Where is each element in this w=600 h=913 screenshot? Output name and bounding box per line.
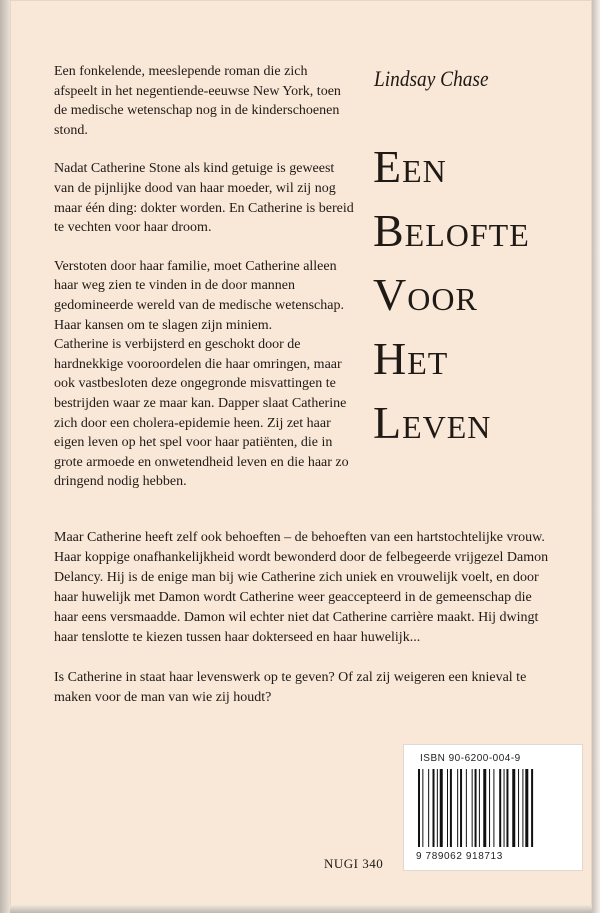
barcode-bar bbox=[489, 769, 490, 847]
barcode-bar bbox=[531, 769, 533, 847]
title-line: Het bbox=[373, 333, 449, 384]
barcode-bar bbox=[450, 769, 452, 847]
blurb-narrow-column bbox=[54, 62, 354, 511]
barcode-bar bbox=[418, 769, 420, 847]
barcode-bar bbox=[428, 769, 429, 847]
barcode-bar bbox=[506, 769, 508, 847]
barcode-bar bbox=[472, 769, 473, 847]
barcode-bar bbox=[483, 769, 486, 847]
barcode-bar bbox=[518, 769, 519, 847]
title-line: Voor bbox=[373, 269, 478, 320]
page-edge-right bbox=[592, 0, 600, 913]
barcode-bar bbox=[493, 769, 494, 847]
title-line: Belofte bbox=[373, 205, 530, 256]
book-title bbox=[373, 135, 530, 455]
barcode-bar bbox=[504, 769, 505, 847]
barcode-bar bbox=[437, 769, 438, 847]
barcode-bar bbox=[422, 769, 423, 847]
title-line: Een bbox=[373, 141, 447, 192]
barcode-bar bbox=[457, 769, 458, 847]
ean-number: 9 789062 918713 bbox=[416, 851, 503, 862]
blurb-paragraph: Is Catherine in staat haar levenswerk op te geven? Of zal zij weigeren een knieval te maken voor de man van wie zij houdt? bbox=[54, 670, 527, 705]
page-edge-bottom bbox=[10, 905, 592, 913]
blurb-paragraph: Verstoten door haar familie, moet Catherine alleen haar weg zien te vinden in de door mannen gedomineerde wereld van de medische wetenschap. Haar kansen om te slagen zijn miniem. bbox=[54, 258, 344, 333]
barcode-bar bbox=[440, 769, 443, 847]
barcode-bar bbox=[466, 769, 467, 847]
blurb-paragraph: Catherine is verbijsterd en geschokt door de hardnekkige vooroordelen die haar omringen, maar ook vastbesloten deze ongegronde misvattingen te bestrijden waar ze maar kan. Dapper slaat Catherine zich door een cholera-epidemie heen. Zij zet haar eigen leven op het spel voor haar patiënten, die in grote armoede en onwetendheid leven en die haar zo dringend nodig hebben. bbox=[54, 337, 349, 490]
barcode-bars bbox=[418, 769, 568, 847]
blurb-paragraph: Nadat Catherine Stone als kind getuige is geweest van de pijnlijke dood van haar moeder, wil zij nog maar één ding: dokter worden. En Catherine is bereid te vechten voor haar droom. bbox=[54, 161, 354, 236]
blurb-paragraph: Maar Catherine heeft zelf ook behoeften – de behoeften van een hartstochtelijke vrouw. Haar koppige onafhankelijkheid wordt bewonderd door de felbegeerde vrijgezel Damon Delancy. Hij is de enige man bij wie Catherine zich uniek en vrouwelijk voelt, en door haar huwelijk met Damon wordt Catherine weer geaccepteerd in de gemeenschap die haar eens versmaadde. Damon wil echter niet dat Catherine carrière maakt. Hij dwingt haar tenslotte te kiezen tussen haar dokterseed en haar huwelijk... bbox=[54, 530, 549, 645]
barcode-bar bbox=[499, 769, 501, 847]
nugi-code: NUGI 340 bbox=[324, 856, 384, 871]
isbn-number: ISBN 90-6200-004-9 bbox=[420, 753, 521, 764]
barcode-bar bbox=[475, 769, 477, 847]
barcode-bar bbox=[522, 769, 523, 847]
blurb-paragraph: Een fonkelende, meeslepende roman die zich afspeelt in het negentiende-eeuwse New York, toen de medische wetenschap nog in de kinderschoenen stond. bbox=[54, 64, 341, 138]
author-name: Lindsay Chase bbox=[374, 66, 489, 91]
barcode-bar bbox=[447, 769, 448, 847]
barcode-bar bbox=[460, 769, 462, 847]
barcode-bar bbox=[525, 769, 528, 847]
barcode-label bbox=[404, 745, 582, 870]
blurb-wide-column bbox=[54, 528, 554, 728]
book-spine-edge bbox=[0, 0, 10, 913]
title-line: Leven bbox=[373, 397, 492, 448]
barcode-bar bbox=[433, 769, 435, 847]
barcode-bar bbox=[479, 769, 480, 847]
barcode-bar bbox=[512, 769, 515, 847]
